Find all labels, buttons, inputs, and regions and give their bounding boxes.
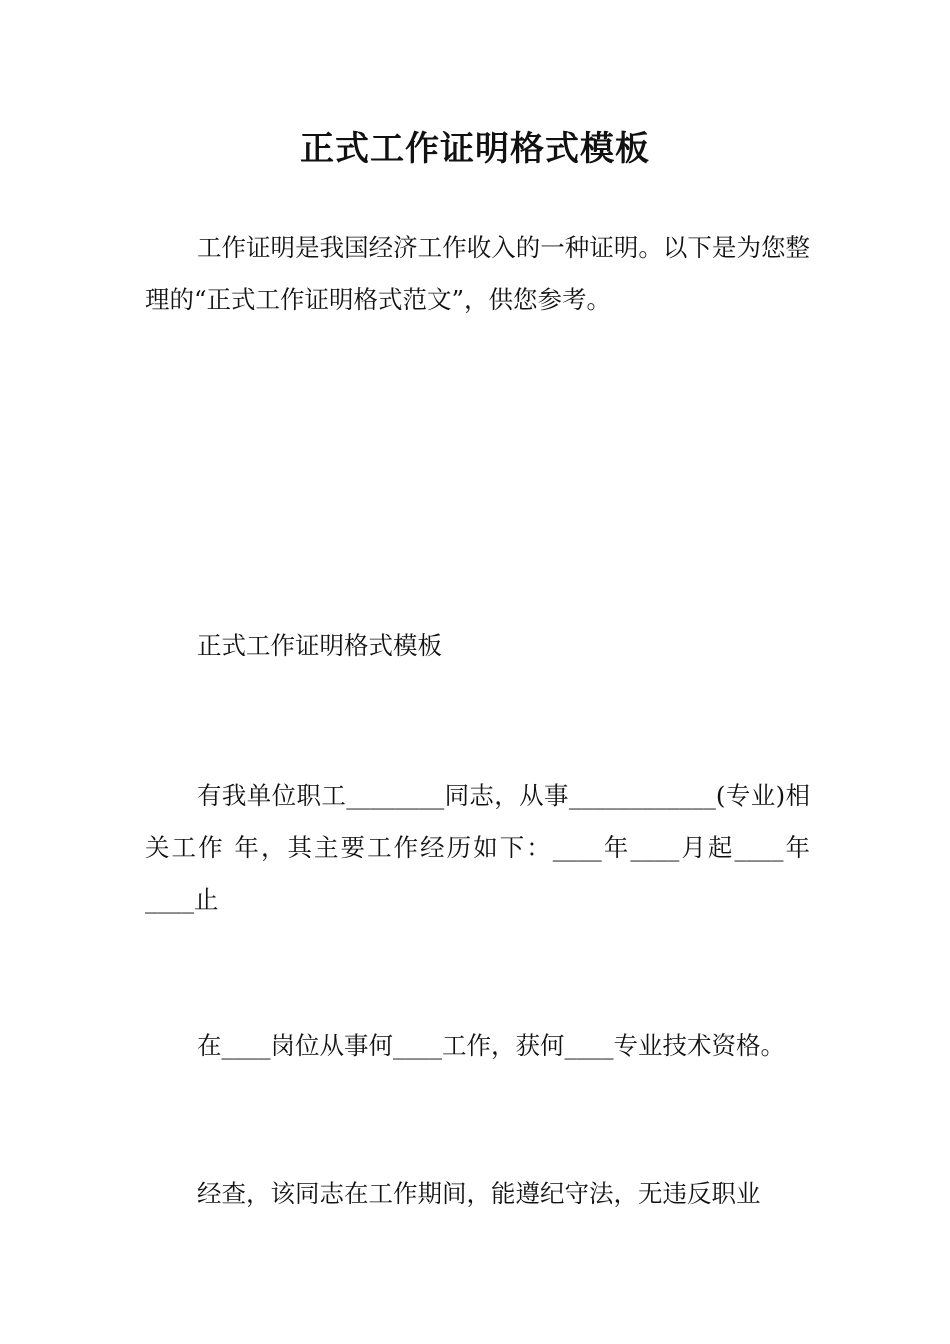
conduct-paragraph: 经查，该同志在工作期间，能遵纪守法，无违反职业 [197,1179,761,1208]
position-fill-paragraph: 在____岗位从事何____工作，获何____专业技术资格。 [197,1031,785,1060]
intro-paragraph: 工作证明是我国经济工作收入的一种证明。以下是为您整理的“正式工作证明格式范文”，供您参考。 [145,233,810,314]
document-title: 正式工作证明格式模板 [300,129,650,169]
template-subtitle: 正式工作证明格式模板 [197,631,442,660]
employment-fill-paragraph: 有我单位职工________同志，从事____________(专业)相关工作 年，其主要工作经历如下：____年____月起____年____止 [145,781,810,914]
